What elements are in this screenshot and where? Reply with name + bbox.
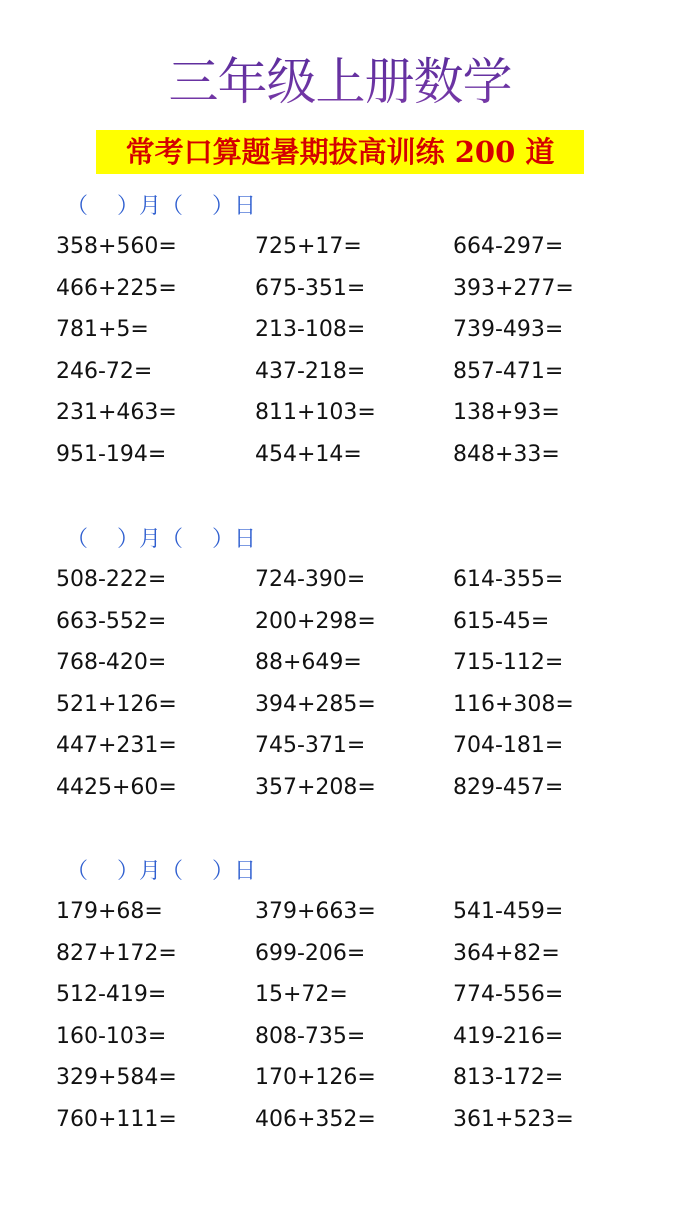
- arithmetic-problem: 508-222=: [56, 567, 167, 592]
- arithmetic-problem: 521+126=: [56, 691, 177, 717]
- arithmetic-problem: 811+103=: [255, 400, 376, 426]
- arithmetic-problem: 675-351=: [255, 275, 366, 301]
- arithmetic-problem: 213-108=: [255, 317, 366, 343]
- arithmetic-problem: 200+298=: [255, 608, 376, 634]
- arithmetic-problem: 724-390=: [255, 567, 366, 592]
- arithmetic-problem: 361+523=: [453, 1107, 574, 1132]
- arithmetic-problem: 393+277=: [453, 275, 574, 301]
- arithmetic-problem: 827+172=: [56, 940, 177, 966]
- arithmetic-problem: 466+225=: [56, 275, 177, 301]
- arithmetic-problem: 4425+60=: [56, 775, 177, 800]
- arithmetic-problem: 699-206=: [255, 940, 366, 966]
- arithmetic-problem: 745-371=: [255, 733, 366, 759]
- arithmetic-problem: 406+352=: [255, 1107, 376, 1132]
- arithmetic-problem: 664-297=: [453, 234, 564, 259]
- arithmetic-problem: 364+82=: [453, 940, 560, 966]
- date-label: （ ）月（ ）日: [66, 527, 256, 552]
- arithmetic-problem: 88+649=: [255, 650, 362, 676]
- date-label: （ ）月（ ）日: [66, 194, 256, 219]
- arithmetic-problem: 848+33=: [453, 442, 560, 467]
- arithmetic-problem: 179+68=: [56, 899, 163, 924]
- arithmetic-problem: 160-103=: [56, 1023, 167, 1049]
- arithmetic-problem: 329+584=: [56, 1065, 177, 1091]
- arithmetic-problem: 512-419=: [56, 982, 167, 1008]
- arithmetic-problem: 15+72=: [255, 982, 348, 1008]
- arithmetic-problem: 829-457=: [453, 775, 564, 800]
- arithmetic-problem: 379+663=: [255, 899, 376, 924]
- arithmetic-problem: 437-218=: [255, 358, 366, 384]
- arithmetic-problem: 116+308=: [453, 691, 574, 717]
- arithmetic-problem: 394+285=: [255, 691, 376, 717]
- arithmetic-problem: 739-493=: [453, 317, 564, 343]
- arithmetic-problem: 615-45=: [453, 608, 550, 634]
- arithmetic-problem: 246-72=: [56, 358, 153, 384]
- arithmetic-problem: 857-471=: [453, 358, 564, 384]
- arithmetic-problem: 715-112=: [453, 650, 564, 676]
- arithmetic-problem: 541-459=: [453, 899, 564, 924]
- date-label: （ ）月（ ）日: [66, 859, 256, 884]
- arithmetic-problem: 447+231=: [56, 733, 177, 759]
- subtitle-text: 常考口算题暑期拔高训练 200 道: [125, 135, 555, 169]
- arithmetic-problem: 951-194=: [56, 442, 167, 467]
- arithmetic-problem: 231+463=: [56, 400, 177, 426]
- subtitle-banner: [96, 130, 584, 174]
- arithmetic-problem: 781+5=: [56, 317, 149, 343]
- page-title: 三年级上册数学: [0, 52, 680, 112]
- arithmetic-problem: 774-556=: [453, 982, 564, 1008]
- arithmetic-problem: 663-552=: [56, 608, 167, 634]
- arithmetic-problem: 454+14=: [255, 442, 362, 467]
- arithmetic-problem: 419-216=: [453, 1023, 564, 1049]
- arithmetic-problem: 357+208=: [255, 775, 376, 800]
- arithmetic-problem: 725+17=: [255, 234, 362, 259]
- arithmetic-problem: 614-355=: [453, 567, 564, 592]
- arithmetic-problem: 170+126=: [255, 1065, 376, 1091]
- arithmetic-problem: 768-420=: [56, 650, 167, 676]
- arithmetic-problem: 760+111=: [56, 1107, 177, 1132]
- arithmetic-problem: 704-181=: [453, 733, 564, 759]
- arithmetic-problem: 358+560=: [56, 234, 177, 259]
- arithmetic-problem: 808-735=: [255, 1023, 366, 1049]
- arithmetic-problem: 813-172=: [453, 1065, 564, 1091]
- arithmetic-problem: 138+93=: [453, 400, 560, 426]
